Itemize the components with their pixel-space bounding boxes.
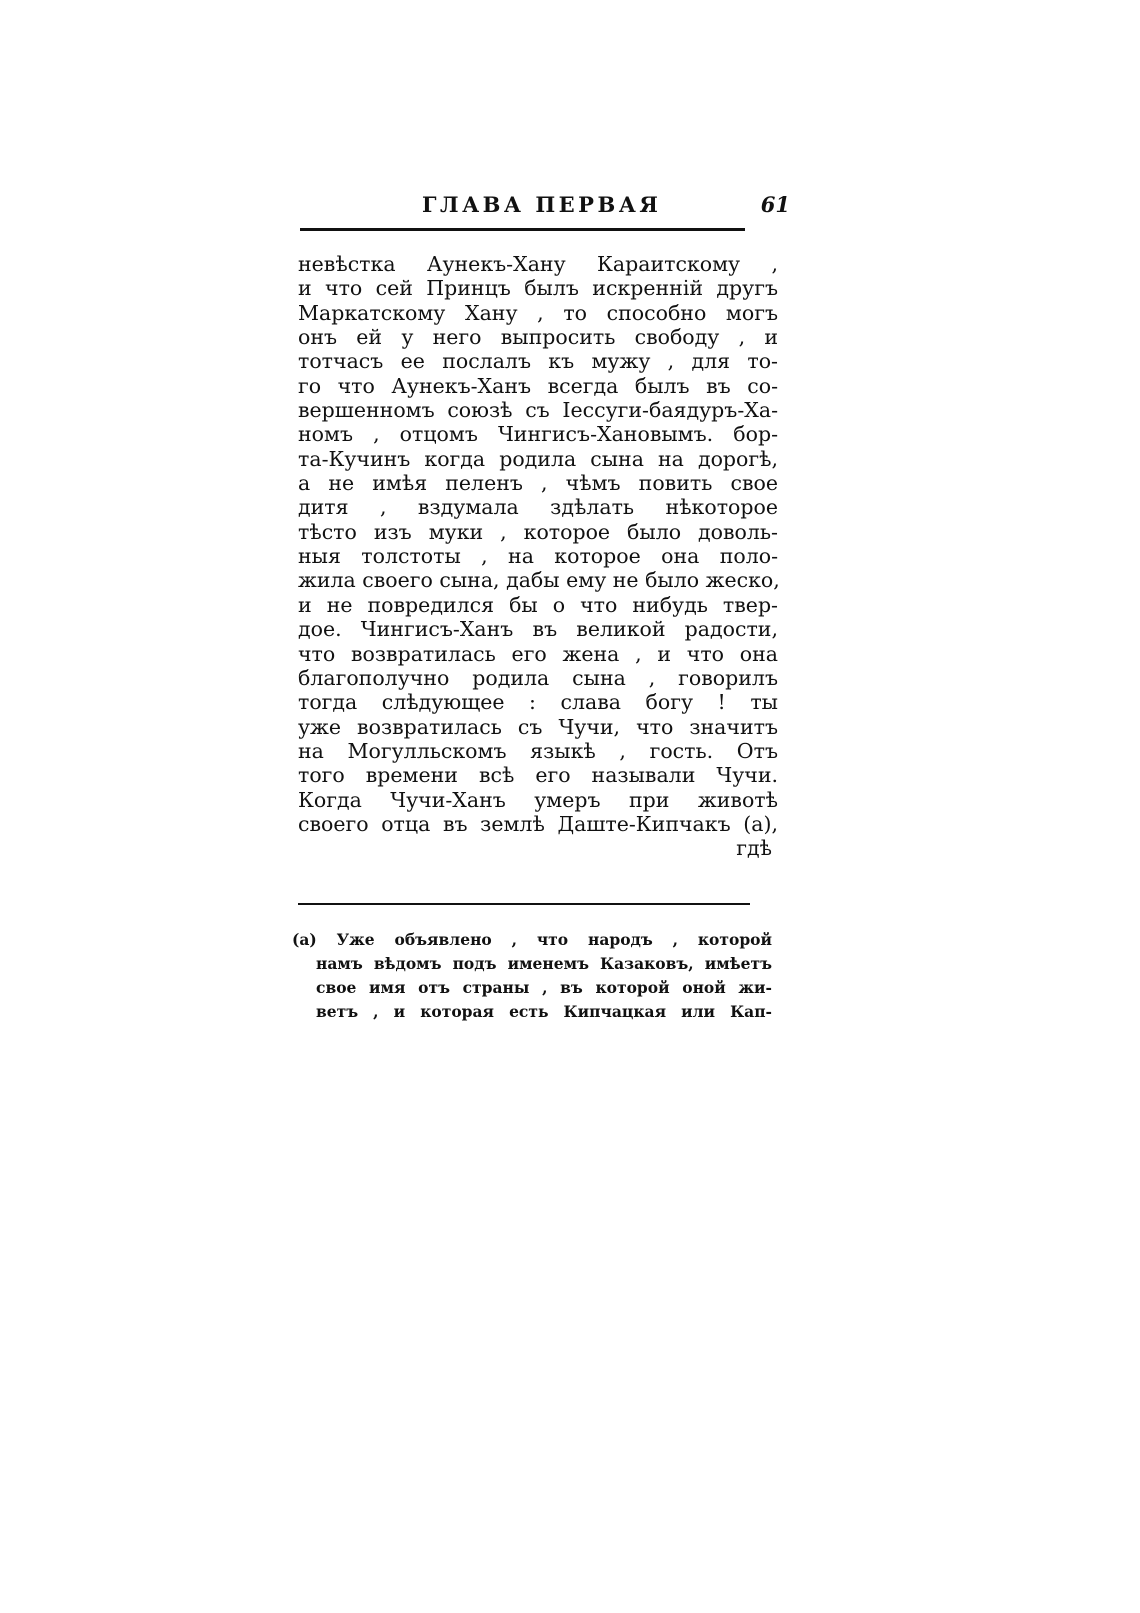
text-line: онъ ей у него выпросить свободу , и bbox=[298, 325, 778, 350]
text-line: тѣсто изъ муки , которое было доволь- bbox=[298, 519, 778, 544]
text-line: а не имѣя пеленъ , чѣмъ повить свое bbox=[298, 471, 778, 496]
text-line: вершенномъ союзѣ съ Іессуги-баядуръ-Ха- bbox=[298, 398, 778, 423]
footnote-line: (а) Уже объявлено , что народъ , которой bbox=[292, 930, 772, 949]
header-rule bbox=[300, 228, 745, 231]
text-line: что возвратилась его жена , и что она bbox=[298, 641, 778, 666]
body-text bbox=[298, 252, 778, 861]
text-line: жила своего сына, дабы ему не было жеско, bbox=[298, 568, 780, 593]
footnote-line: ветъ , и которая есть Кипчацкая или Кап- bbox=[316, 1002, 772, 1021]
text-line: Когда Чучи-Ханъ умеръ при животѣ bbox=[298, 787, 778, 812]
running-head bbox=[290, 187, 790, 223]
footnote-rule bbox=[298, 903, 750, 905]
text-line: номъ , отцомъ Чингисъ-Хановымъ. бор- bbox=[298, 422, 778, 447]
text-line: Маркатскому Хану , то способно могъ bbox=[298, 300, 778, 325]
text-line: невѣстка Аунекъ-Хану Караитскому , bbox=[298, 252, 778, 276]
text-line: дое. Чингисъ-Ханъ въ великой радости, bbox=[298, 617, 778, 642]
footnote-line: свое имя отъ страны , въ которой оной жи- bbox=[316, 978, 772, 997]
text-line: дитя , вздумала здѣлать нѣкоторое bbox=[298, 495, 778, 520]
text-line: своего отца въ землѣ Даште-Кипчакъ (а), bbox=[298, 811, 778, 836]
text-line: и не повредился бы о что нибудь твер- bbox=[298, 592, 778, 617]
text-line: го что Аунекъ-Ханъ всегда былъ въ со- bbox=[298, 373, 778, 398]
text-line: та-Кучинъ когда родила сына на дорогѣ, bbox=[298, 446, 778, 471]
text-line: благополучно родила сына , говорилъ bbox=[298, 665, 778, 690]
text-line: и что сей Принцъ былъ искренній другъ bbox=[298, 276, 778, 301]
text-line: тогда слѣдующее : слава богу ! ты bbox=[298, 690, 778, 715]
text-line: тотчасъ ее послалъ къ мужу , для то- bbox=[298, 349, 778, 374]
text-line: уже возвратилась съ Чучи, что значитъ bbox=[298, 714, 778, 739]
running-title: ГЛАВА ПЕРВАЯ bbox=[422, 192, 662, 217]
footnote bbox=[292, 928, 772, 1024]
catchword: гдѣ bbox=[736, 836, 772, 861]
text-line: на Могулльскомъ языкѣ , гость. Отъ bbox=[298, 738, 778, 763]
text-line: того времени всѣ его называли Чучи. bbox=[298, 763, 778, 788]
footnote-line: намъ вѣдомъ подъ именемъ Казаковъ, имѣетъ bbox=[316, 954, 772, 973]
page-number: 61 bbox=[760, 192, 790, 217]
text-line: ныя толстоты , на которое она поло- bbox=[298, 544, 778, 569]
